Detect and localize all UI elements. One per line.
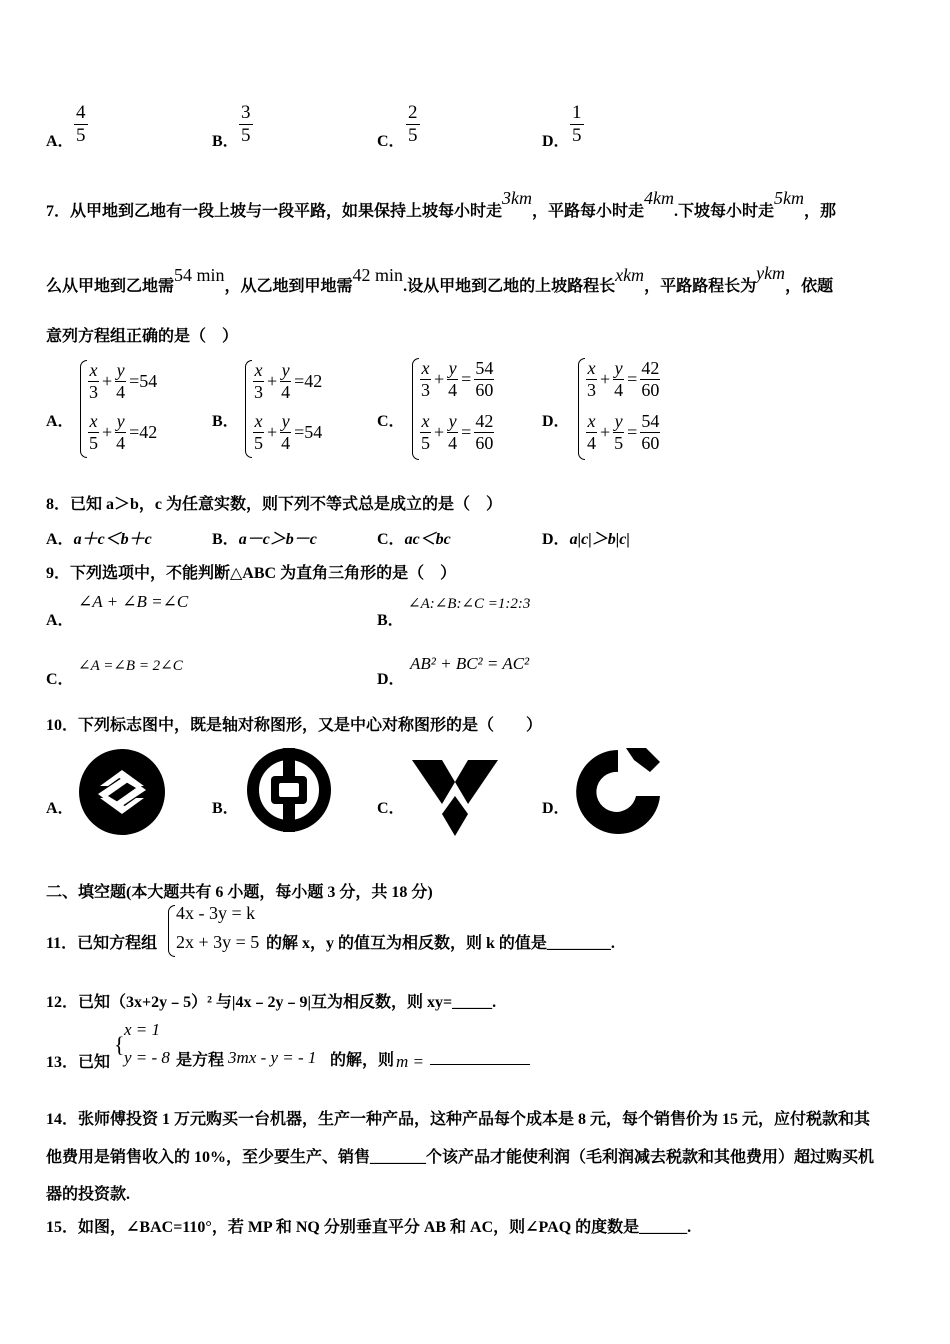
q7-option-a-brace <box>80 360 87 458</box>
q7-stem-line2: 么从甲地到乙地需54 min，从乙地到甲地需42 min.设从甲地到乙地的上坡路程长xkm，平路路程长为ykm，依题 <box>46 263 834 295</box>
q7-option-d-eq1[interactable]: x 3 + y 4 = 42 60 <box>587 358 660 400</box>
q8-option-c[interactable]: C．ac＜bc <box>377 531 451 548</box>
q7-option-d-label: D． <box>542 413 570 430</box>
q12-text: 12．已知（3x+2y﹣5）² 与|4x﹣2y﹣9|互为相反数，则 xy=_____. <box>46 994 497 1011</box>
q13-eq1: x = 1 <box>124 1020 161 1039</box>
q7-option-b-eq1[interactable]: x 3 + $\frac{y}{4}$ =42 <box>254 360 323 402</box>
q9-stem: 9．下列选项中，不能判断△ABC 为直角三角形的是（ ） <box>46 565 457 582</box>
q7-option-b-eq2[interactable]: x 5 + $\frac{y}{4}$ =54 <box>254 411 323 453</box>
q13-brace: { <box>114 1032 125 1057</box>
q7-option-b-brace <box>245 360 252 458</box>
q7-option-d-brace <box>578 358 585 460</box>
q7-option-d-eq2[interactable]: x 4 + y 5 = 54 60 <box>587 411 660 453</box>
q11-eq1: 4x - 3y = k <box>176 903 256 923</box>
q8-stem: 8．已知 a＞b，c 为任意实数，则下列不等式总是成立的是（ ） <box>46 496 503 513</box>
q7-option-c-label: C． <box>377 413 405 430</box>
q7-option-c-eq2[interactable]: x 5 + y 4 = 42 60 <box>421 411 494 453</box>
q8-option-d[interactable]: D．a|c|＞b|c| <box>542 531 630 548</box>
china-mobile-logo-icon[interactable] <box>78 748 166 836</box>
q6-option-b-fraction[interactable]: $\frac{3}{5}$ <box>241 102 251 146</box>
q14-line3: 器的投资款. <box>46 1186 131 1203</box>
q7-stem-line3: 意列方程组正确的是（ ） <box>46 328 239 345</box>
bank-of-china-logo-icon[interactable] <box>245 746 333 834</box>
q13-mid: 是方程 <box>176 1052 225 1069</box>
q7-speed-down: 5km <box>774 188 805 208</box>
q7-option-a-label: A． <box>46 413 74 430</box>
q10-option-a-label: A． <box>46 800 74 817</box>
q13-answer-blank[interactable] <box>430 1064 530 1065</box>
q7-speed-flat: 4km <box>644 188 675 208</box>
q9-option-b-label: B． <box>377 612 404 629</box>
q9-option-d-label: D． <box>377 671 405 688</box>
q6-option-c-fraction[interactable]: $\frac{2}{5}$ <box>408 102 418 146</box>
q8-option-a[interactable]: A．a＋c＜b＋c <box>46 531 152 548</box>
q6-option-d-fraction[interactable]: $\frac{1}{5}$ <box>572 102 582 146</box>
mitsubishi-logo-icon[interactable] <box>412 760 498 836</box>
q6-option-a-label: A． <box>46 133 74 150</box>
q6-option-c-label: C． <box>377 133 405 150</box>
q14-line1: 14．张师傅投资 1 万元购买一台机器，生产一种产品，这种产品每个成本是 8 元，每个销售价为 15 元，应付税款和其 <box>46 1111 871 1128</box>
q9-option-b-text[interactable]: ∠A:∠B:∠C =1:2:3 <box>408 596 531 612</box>
construction-bank-logo-icon[interactable] <box>574 746 662 838</box>
q11-pre: 11．已知方程组 <box>46 935 158 952</box>
q7-option-a-eq2[interactable]: x 5 + $\frac{y}{4}$ =42 <box>89 411 158 453</box>
q10-option-b-label: B． <box>212 800 239 817</box>
q7-option-c-eq1[interactable]: x 3 + y 4 = 54 60 <box>421 358 494 400</box>
q6-option-d-label: D． <box>542 133 570 150</box>
q8-option-b[interactable]: B．a－c＞b－c <box>212 531 317 548</box>
q7-option-b-label: B． <box>212 413 239 430</box>
q9-option-c-text[interactable]: ∠A =∠B = 2∠C <box>78 658 183 674</box>
q7-option-c-brace <box>412 358 419 460</box>
q13-eq2: y = - 8 <box>124 1048 170 1067</box>
q13-eq4: m = <box>396 1052 424 1071</box>
q9-option-d-text[interactable]: AB² + BC² = AC² <box>410 654 530 673</box>
q9-option-a-text[interactable]: ∠A + ∠B =∠C <box>78 592 189 611</box>
q6-option-b-label: B． <box>212 133 239 150</box>
q14-line2: 他费用是销售收入的 10%，至少要生产、销售_______个该产品才能使利润（毛利润减去税款和其他费用）超过购买机 <box>46 1149 875 1166</box>
q11-brace <box>168 905 175 957</box>
q11-eq2: 2x + 3y = 5 <box>176 932 260 952</box>
q10-option-c-label: C． <box>377 800 405 817</box>
q6-option-a-fraction[interactable]: $\frac{4}{5}$ <box>76 102 86 146</box>
q9-option-c-label: C． <box>46 671 74 688</box>
q13-pre: 13．已知 <box>46 1054 111 1071</box>
section2-title: 二、填空题(本大题共有 6 小题，每小题 3 分，共 18 分) <box>46 884 433 901</box>
q13-eq3: 3mx - y = - 1 <box>228 1048 317 1067</box>
q15-text: 15．如图，∠BAC=110°，若 MP 和 NQ 分别垂直平分 AB 和 AC，则∠PAQ 的度数是______. <box>46 1219 692 1236</box>
q7-option-a-eq1[interactable]: x 3 + $\frac{y}{4}$ =54 <box>89 360 158 402</box>
q13-post: 的解，则 <box>330 1052 395 1069</box>
q7-speed-up: 3km <box>502 188 533 208</box>
q11-post: 的解 x，y 的值互为相反数，则 k 的值是________. <box>266 935 615 952</box>
q7-stem-line1: 7．从甲地到乙地有一段上坡与一段平路，如果保持上坡每小时走3km，平路每小时走4km.下坡每小时走5km，那 <box>46 188 837 220</box>
q9-option-a-label: A． <box>46 612 74 629</box>
q10-stem: 10．下列标志图中，既是轴对称图形，又是中心对称图形的是（ ） <box>46 717 543 734</box>
q10-option-d-label: D． <box>542 800 570 817</box>
